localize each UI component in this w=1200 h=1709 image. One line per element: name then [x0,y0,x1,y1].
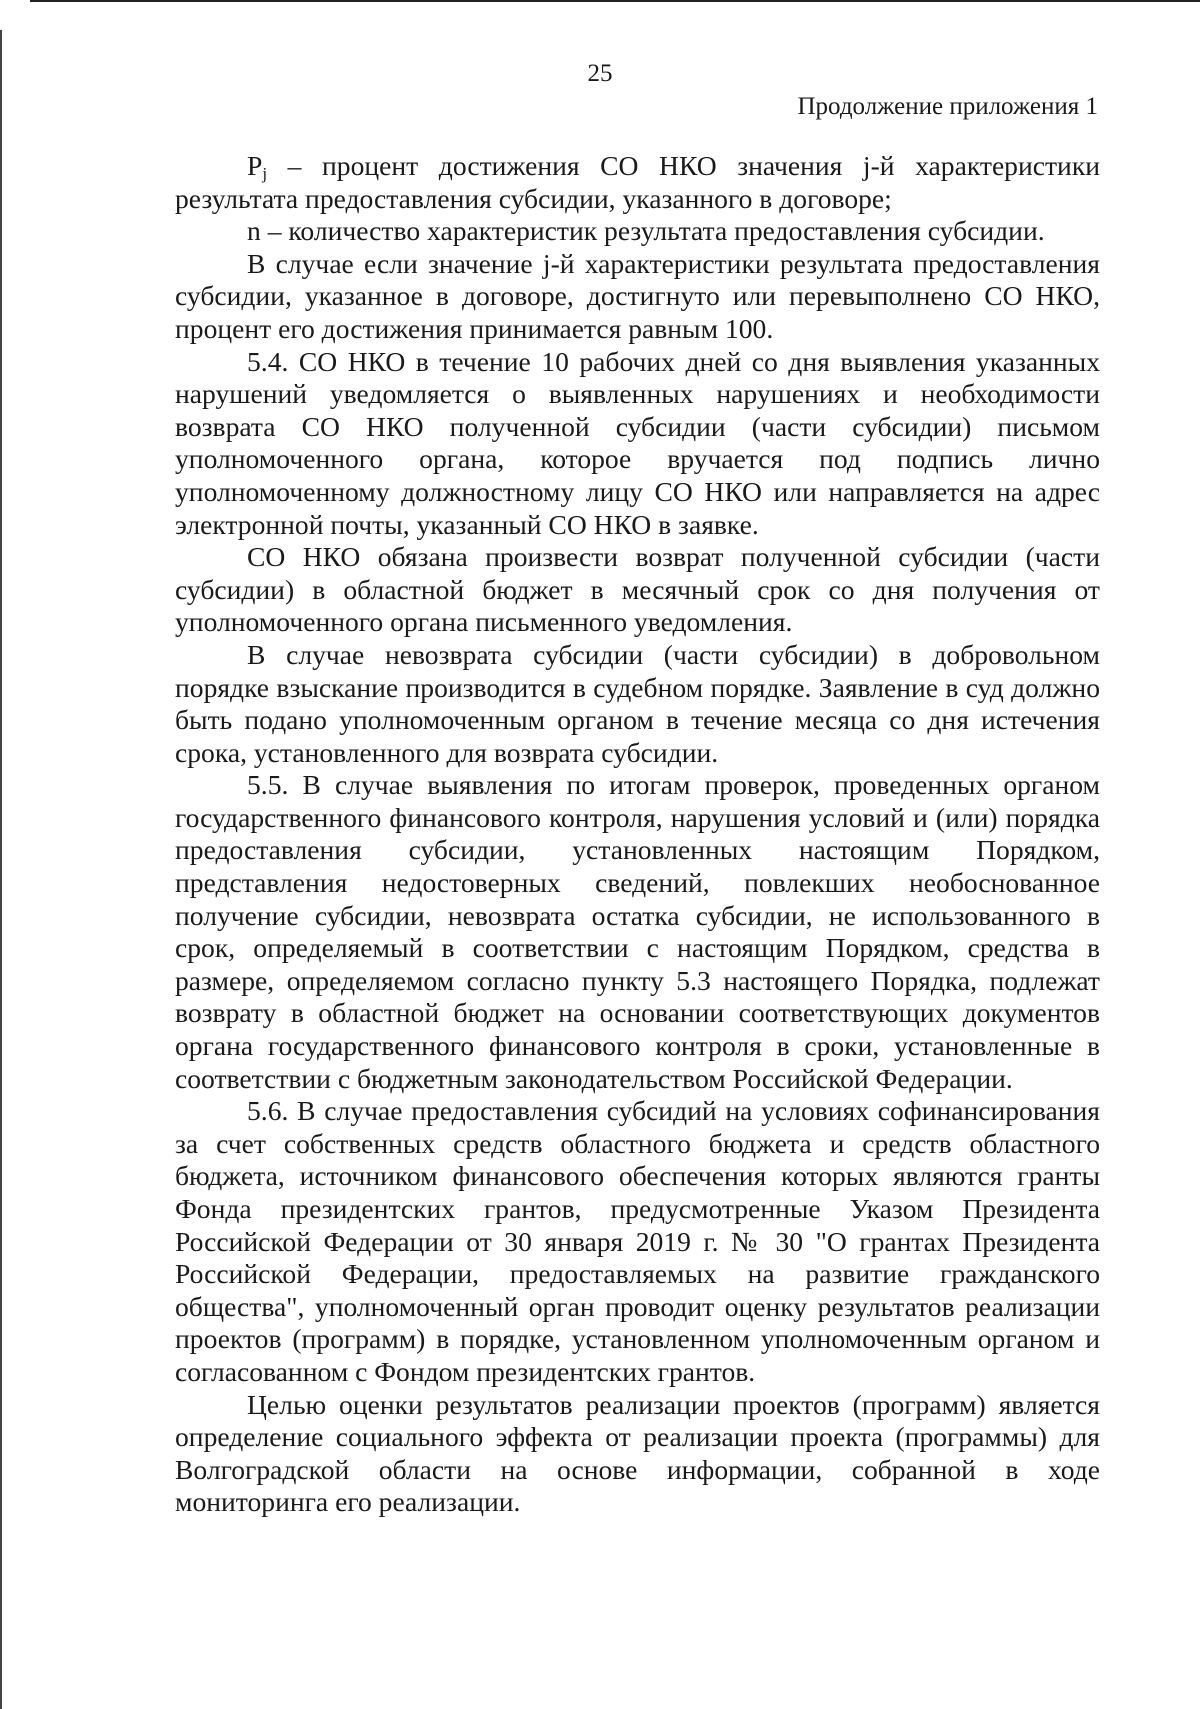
paragraph-5-4: 5.4. СО НКО в течение 10 рабочих дней со дня выявления указанных нарушений уведомляется о выявленных нарушениях и необходимости возврата СО НКО полученной субсидии (части субсидии) письмом уполномоченного органа, которое вручается под подпись лично уполномоченному должностному лицу СО НКО или направляется на адрес электронной почты, указанный СО НКО в заявке. [175,345,1100,540]
formula-definition-p [175,150,1100,215]
paragraph-evaluation-goal: Целью оценки результатов реализации проектов (программ) является определение социального эффекта от реализации проекта (программы) для Волгоградской области на основе информации, собранной в ходе мониторинга его реализации. [175,1388,1100,1518]
p-subscript: j [262,164,268,183]
p-symbol: P [247,150,263,181]
paragraph-overachievement: В случае если значение j-й характеристики результата предоставления субсидии, указанное в договоре, достигнуто или перевыполнено СО НКО, процент его достижения принимается равным 100. [175,247,1100,344]
paragraph-5-6: 5.6. В случае предоставления субсидий на условиях софинансирования за счет собственных средств областного бюджета и средств областного бюджета, источником финансового обеспечения которых являются гранты Фонда президентских грантов, предусмотренные Указом Президента Российской Федерации от 30 января 2019 г. № 30 "О грантах Президента Российской Федерации, предоставляемых на развитие гражданского общества", уполномоченный орган проводит оценку результатов реализации проектов (программ) в порядке, установленном уполномоченным органом и согласованном с Фондом президентских грантов. [175,1095,1100,1387]
page-number: 25 [587,60,613,87]
paragraph-non-return: В случае невозврата субсидии (части субсидии) в добровольном порядке взыскание производится в судебном порядке. Заявление в суд должно быть подано уполномоченным органом в течение месяца со дня истечения срока, установленного для возврата субсидии. [175,638,1100,768]
paragraph-n-definition: n – количество характеристик результата предоставления субсидии. [247,215,1045,247]
appendix-continuation-note: Продолжение приложения 1 [797,93,1098,120]
paragraph-5-5: 5.5. В случае выявления по итогам проверок, проведенных органом государственного финансового контроля, нарушения условий и (или) порядка предоставления субсидии, установленных настоящим Порядком, представления недостоверных сведений, повлекших необоснованное получение субсидии, невозврата остатка субсидии, не использованного в срок, определяемый в соответствии с настоящим Порядком, средства в размере, определяемом согласно пункту 5.3 настоящего Порядка, подлежат возврату в областной бюджет на основании соответствующих документов органа государственного финансового контроля в сроки, установленные в соответствии с бюджетным законодательством Российской Федерации. [175,769,1100,1094]
p-definition-text: – процент достижения СО НКО значения j-й характеристики результата предоставления субсидии, указанного в договоре; [175,150,1100,214]
paragraph-return-obligation: СО НКО обязана произвести возврат полученной субсидии (части субсидии) в областной бюджет в месячный срок со дня получения от уполномоченного органа письменного уведомления. [175,541,1100,638]
document-body [175,150,1100,1519]
scan-edge-top [30,0,1200,2]
scan-edge-left [0,30,2,1709]
